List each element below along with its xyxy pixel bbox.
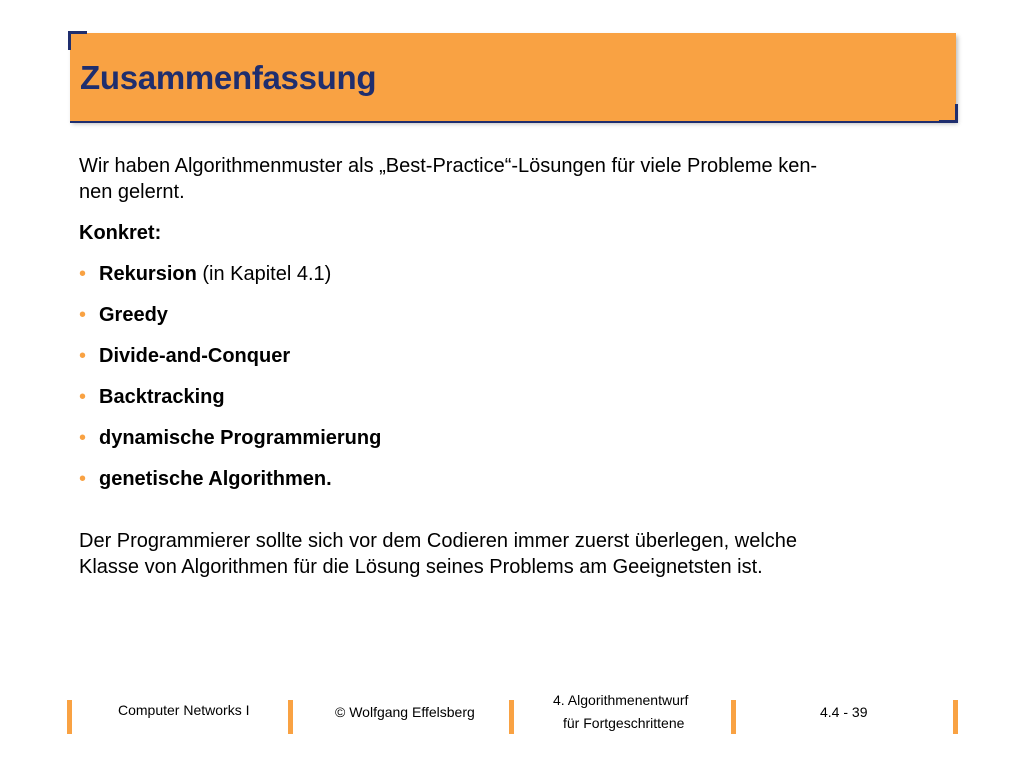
footer-divider <box>509 700 514 734</box>
outro-line-1: Der Programmierer sollte sich vor dem Codieren immer zuerst überlegen, welche <box>79 530 798 552</box>
list-item-strong: genetische Algorithmen. <box>99 468 332 490</box>
footer-page-number: 4.4 - 39 <box>820 704 868 720</box>
list-item-strong: Divide-and-Conquer <box>99 345 291 367</box>
list-item-strong: dynamische Programmierung <box>99 427 382 449</box>
footer-copyright: © Wolfgang Effelsberg <box>335 704 475 720</box>
slide-footer <box>0 690 1024 740</box>
list-item <box>79 343 939 369</box>
bullet-icon: • <box>79 263 87 285</box>
konkret-label: Konkret: <box>79 222 162 244</box>
bullet-icon: • <box>79 345 87 367</box>
list-item-strong: Greedy <box>99 304 168 326</box>
title-corner-bottom-right <box>939 104 958 123</box>
list-item <box>79 302 939 328</box>
footer-divider <box>288 700 293 734</box>
bullet-icon: • <box>79 386 87 408</box>
footer-divider <box>731 700 736 734</box>
list-item-strong: Backtracking <box>99 386 225 408</box>
list-item <box>79 425 939 451</box>
list-item <box>79 261 939 287</box>
bullet-icon: • <box>79 468 87 490</box>
footer-chapter-line-2: für Fortgeschrittene <box>563 715 685 731</box>
intro-line-1: Wir haben Algorithmenmuster als „Best-Practice“-Lösungen für viele Probleme ken- <box>79 155 818 177</box>
footer-course: Computer Networks I <box>118 702 250 718</box>
list-item <box>79 384 939 410</box>
slide-title: Zusammenfassung <box>80 59 377 96</box>
outro-line-2: Klasse von Algorithmen für die Lösung seines Problems am Geeignetsten ist. <box>79 556 763 578</box>
slide-content <box>79 153 939 580</box>
bullet-icon: • <box>79 427 87 449</box>
algorithm-pattern-list <box>79 261 939 492</box>
intro-line-2: nen gelernt. <box>79 181 185 203</box>
intro-paragraph <box>79 153 939 205</box>
outro-paragraph <box>79 528 939 580</box>
list-item-strong: Rekursion <box>99 263 197 285</box>
footer-divider <box>953 700 958 734</box>
bullet-icon: • <box>79 304 87 326</box>
title-corner-top-left <box>68 31 87 50</box>
title-bottom-edge <box>70 121 956 123</box>
footer-divider <box>67 700 72 734</box>
title-bar <box>70 33 956 121</box>
list-item <box>79 466 939 492</box>
list-item-rest: (in Kapitel 4.1) <box>196 263 332 285</box>
footer-chapter-line-1: 4. Algorithmenentwurf <box>553 692 689 708</box>
